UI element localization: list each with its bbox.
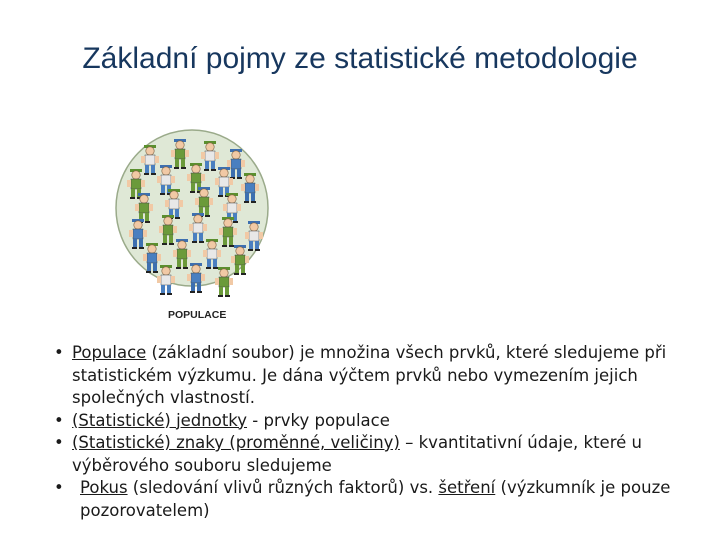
bullet-list [54,342,684,522]
term-znaky: (Statistické) znaky (proměnné, veličiny) [72,433,400,452]
bullet-item-pokus [54,477,684,522]
bullet-item-populace [54,342,684,410]
population-illustration [108,128,298,323]
illustration-caption: POPULACE [168,309,227,321]
term-pokus: Pokus [80,478,128,497]
bullet-text: (výzkumník je pouze pozorovatelem) [80,478,671,520]
bullet-text: (sledování vlivů různých faktorů) vs. [127,478,439,497]
term-setreni: šetření [438,478,496,497]
slide-title: Základní pojmy ze statistické metodologie [82,42,638,75]
bullet-item-znaky [54,432,684,477]
bullet-text: – kvantitativní údaje, které u výběrového souboru sledujeme [72,433,642,475]
bullet-text: (základní soubor) je množina všech prvků, které sledujeme při statistickém výzkumu. Je dána výčtem prvků nebo vymezením jejich společných vlastností. [72,343,667,407]
bullet-text: - prvky populace [247,410,390,430]
term-populace: Populace [72,343,147,362]
population-people-icon [108,128,298,323]
bullet-item-jednotky [54,410,684,433]
term-jednotky: (Statistické) jednotky [72,410,248,430]
